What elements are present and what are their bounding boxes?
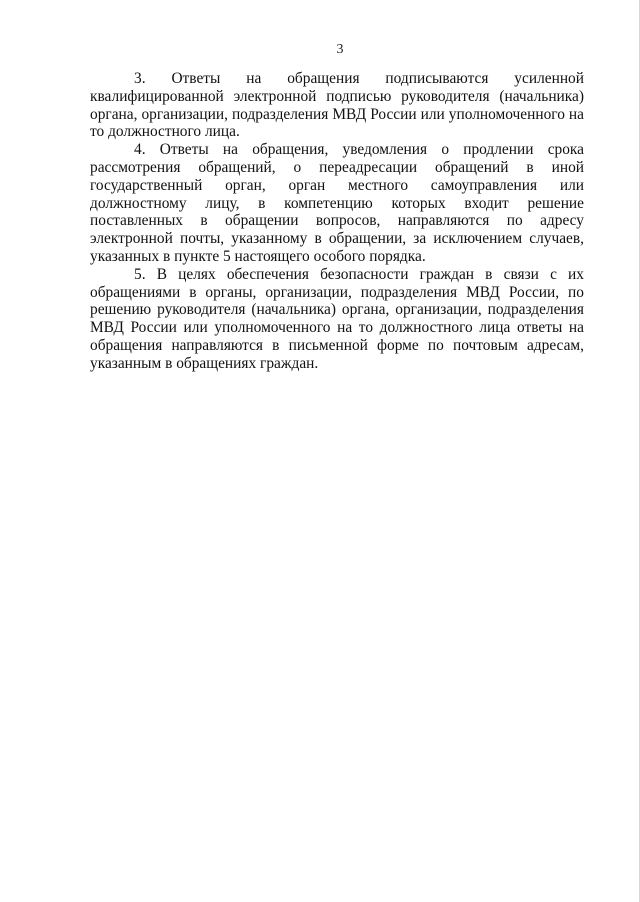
paragraph-5: 5. В целях обеспечения безопасности граждан в связи с их обращениями в органы, организации, подразделения МВД России, по решению руководителя (начальника) органа, организации, подразделения МВД России или уполномоченного на то должностного лица ответы на обращения направляются в письменной форме по почтовым адресам, указанным в обращениях граждан.	[90, 265, 584, 372]
paragraph-3: 3. Ответы на обращения подписываются усиленной квалифицированной электронной подписью руководителя (начальника) органа, организации, подразделения МВД России или уполномоченного на то должностного лица.	[90, 70, 584, 141]
page-number: 3	[336, 42, 344, 57]
paragraph-4: 4. Ответы на обращения, уведомления о продлении срока рассмотрения обращений, о переадресации обращений в иной государственный орган, орган местного самоуправления или должностному лицу, в компетенцию которых входит решение поставленных в обращении вопросов, направляются по адресу электронной почты, указанному в обращении, за исключением случаев, указанных в пункте 5 настоящего особого порядка.	[90, 141, 584, 265]
document-body	[90, 70, 584, 373]
